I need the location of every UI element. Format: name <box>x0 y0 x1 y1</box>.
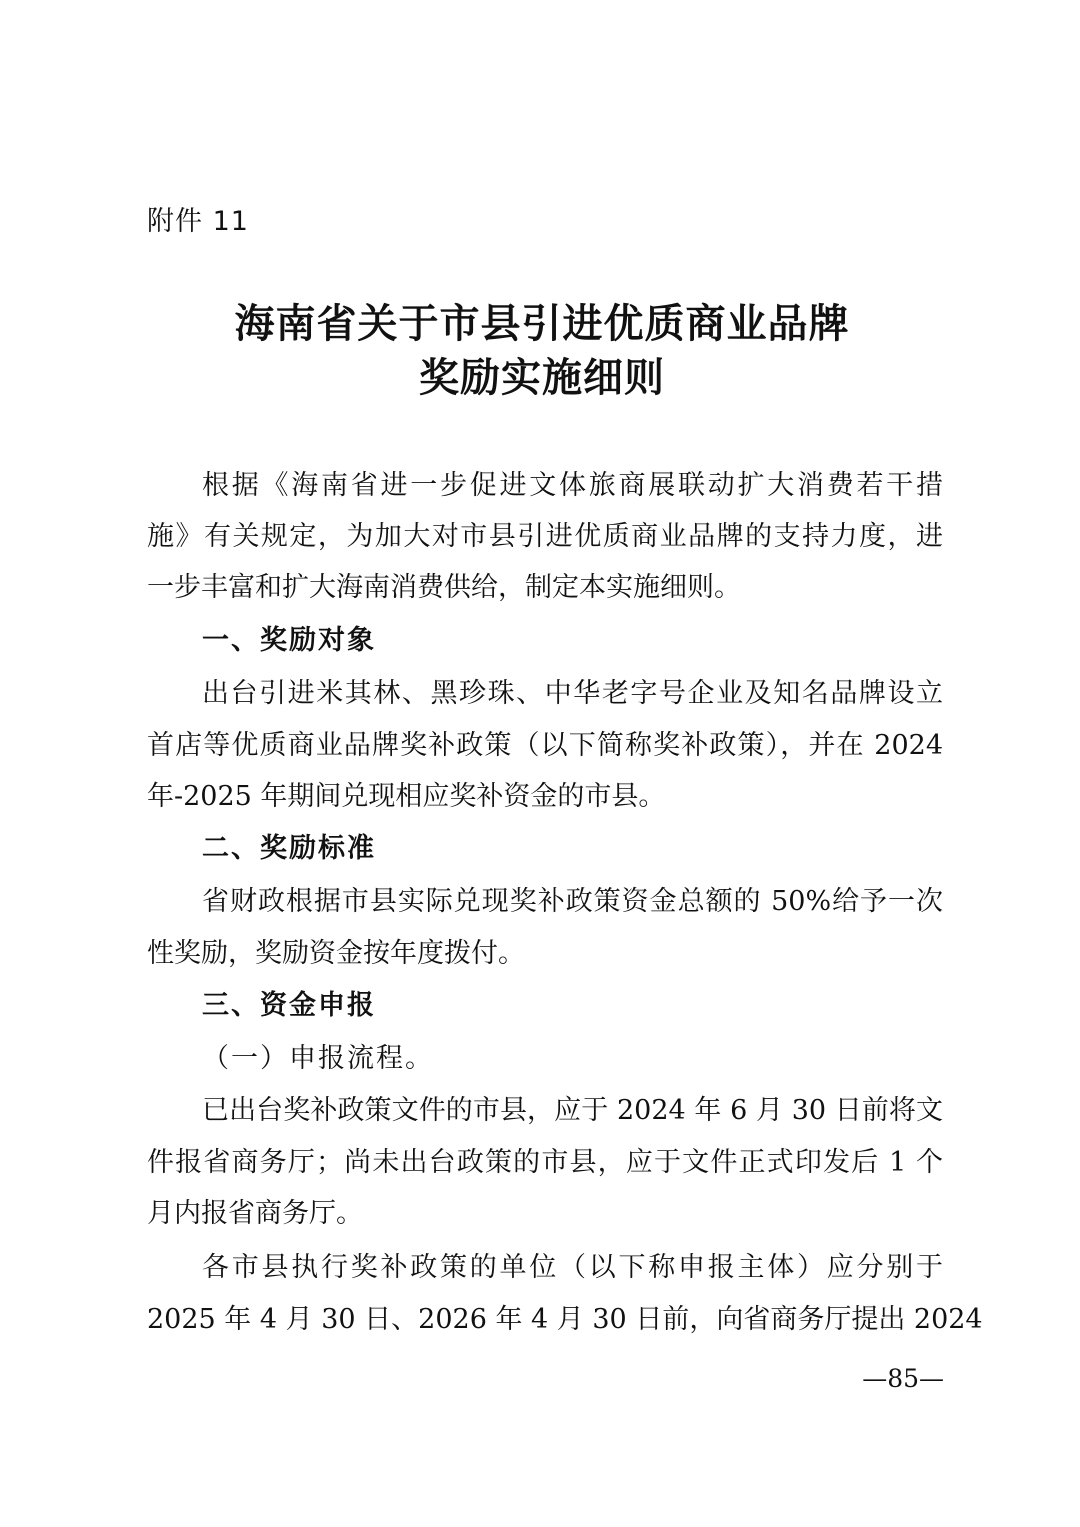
section-2-line-1: 省财政根据市县实际兑现奖补政策资金总额的 50%给予一次 <box>202 886 943 917</box>
section-1-line-2: 首店等优质商业品牌奖补政策（以下简称奖补政策），并在 2024 <box>147 730 943 761</box>
section-3-para-1-line-1: 已出台奖补政策文件的市县，应于 2024 年 6 月 30 日前将文 <box>202 1095 943 1126</box>
section-3-para-2-line-2: 2025 年 4 月 30 日、2026 年 4 月 30 日前，向省商务厅提出 2024 <box>147 1304 983 1335</box>
section-3-para-1-line-2: 件报省商务厅；尚未出台政策的市县，应于文件正式印发后 1 个 <box>147 1147 943 1178</box>
section-2-heading: 二、奖励标准 <box>202 833 376 864</box>
section-1-heading: 一、奖励对象 <box>202 625 376 656</box>
section-1-line-3: 年-2025 年期间兑现相应奖补资金的市县。 <box>147 781 666 812</box>
section-3-heading: 三、资金申报 <box>202 990 376 1021</box>
section-3-para-2-line-1: 各市县执行奖补政策的单位（以下称申报主体）应分别于 <box>202 1252 943 1283</box>
intro-line-3: 一步丰富和扩大海南消费供给，制定本实施细则。 <box>147 572 741 603</box>
document-title-line-1: 海南省关于市县引进优质商业品牌 <box>234 300 850 347</box>
intro-line-2: 施》有关规定，为加大对市县引进优质商业品牌的支持力度，进 <box>147 521 943 552</box>
page-number: —85— <box>862 1364 944 1393</box>
document-title-line-2: 奖励实施细则 <box>419 354 665 401</box>
section-3-subheading: （一）申报流程。 <box>202 1043 434 1074</box>
section-3-para-1-line-3: 月内报省商务厅。 <box>147 1198 363 1229</box>
intro-line-1: 根据《海南省进一步促进文体旅商展联动扩大消费若干措 <box>202 470 943 501</box>
section-1-line-1: 出台引进米其林、黑珍珠、中华老字号企业及知名品牌设立 <box>202 678 943 709</box>
attachment-label: 附件 11 <box>147 206 249 237</box>
section-2-line-2: 性奖励，奖励资金按年度拨付。 <box>147 938 525 969</box>
